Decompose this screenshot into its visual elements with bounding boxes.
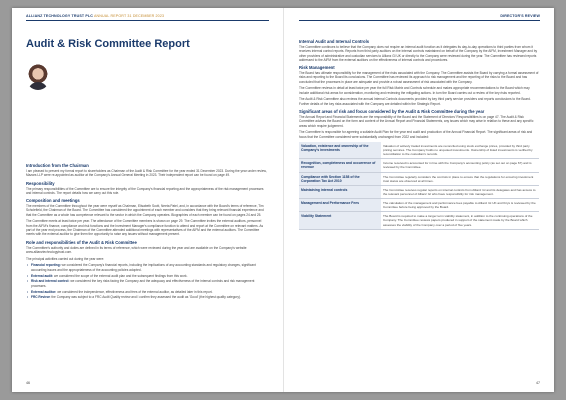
bullet-item: [29, 295, 268, 299]
internal-audit-heading: Internal Audit and Internal Controls: [299, 39, 370, 44]
bullet-label: Risk and internal control:: [31, 279, 70, 284]
bullet-item: [29, 290, 268, 294]
composition-text-2: The Committee meets at least twice per year. The attendance of the Committee members is shown on page 29. The Committee invites the external auditors, personnel from the AIFM's finance, compliance and risk functions and the Investment Manager's compliance function to attend and report at the Committee on relevant matters. As part of the year end process, the Chairman of the Committee attended additional meetings with representatives of the AIFM and the external auditors. The Committee meets with the external auditor to give them the opportunity to raise any issues without management present.: [26, 219, 264, 237]
table-key: Management and Performance Fees: [299, 199, 381, 212]
table-row: [299, 212, 539, 229]
table-key: Maintaining internal controls: [299, 186, 381, 199]
bullet-text: we considered the independence, effectiveness and fees of the external auditor, as detailed later in this report.: [57, 289, 213, 294]
table-key: Recognition, completeness and occurrence of revenue: [299, 159, 381, 172]
page-fold: [283, 8, 284, 392]
bullet-text: we considered the key risks facing the Company and the adequacy and effectiveness of the internal controls and risk management processes.: [31, 279, 255, 288]
table-key: Valuation, existence and ownership of the Company's investments: [299, 142, 381, 159]
risk-management-heading: Risk Management: [299, 65, 335, 71]
bullet-text: the Company was subject to a FRC Audit Quality review and I confirm they assessed the audit as 'Good' (the highest quality category).: [51, 295, 241, 300]
responsibility-text: The primary responsibilities of the Committee are to ensure the integrity of the Company's financial reporting and the appropriateness of the risk management processes and internal controls. The report details how we carry out this role.: [26, 186, 264, 195]
composition-text-1: The members of the Committee throughout the year were myself as Chairman, Elisabeth Scott, Neeta Patel, and, in accordance with the Board's terms of reference, Tim Scholefield, the Chairman of the Board. The Committee has considered the appointment of each member and considers that they bring relevant financial experience and that the Committee as a whole has competence relevant to the sector in which the Company operates. Biographies of each member can be found on pages 24 and 25.: [26, 204, 264, 217]
page-title: Audit & Risk Committee Report: [26, 38, 190, 50]
left-column: [26, 160, 268, 301]
bullet-item: [29, 263, 268, 272]
bullet-label: Financial reporting:: [31, 263, 61, 268]
bullet-text: we considered the Company's financial reports, including the implications of any accounting standards and regulatory changes, significant accounting issues and the appropriateness of the accounting policies adopted.: [31, 263, 256, 272]
right-column: [299, 36, 539, 230]
risk-management-text-2: The Committee reviews in detail at least twice per year the full Risk Matrix and Controls schedule and makes appropriate recommendations to the Board which may include additional risk areas for consideration, monitoring and reviewing the mitigating actions. In turn the Board carries out a review of the key risks reported.: [299, 86, 530, 95]
role-intro: The principal activities carried out during the year were:: [26, 256, 105, 261]
table-row: [299, 186, 539, 199]
responsibility-heading: Responsibility: [26, 180, 55, 186]
table-row: [299, 172, 539, 185]
composition-heading: Composition and meetings: [26, 198, 80, 204]
chairman-photo-shoulders: [28, 82, 48, 90]
significant-areas-text-2: The Committee is responsible for agreeing a suitable Audit Plan for the year end audit and production of the Annual Financial Report. The significant areas of risk and focus that the Committee considered were substantially unchanged from 2022 and included:: [299, 130, 533, 139]
role-heading: Role and responsibilities of the Audit & Risk Committee: [26, 239, 137, 245]
page-number-left: 46: [26, 381, 30, 385]
table-row: [299, 142, 539, 159]
header-subtitle: ANNUAL REPORT 31 DECEMBER 2023: [93, 14, 165, 18]
header-rule-left: [26, 20, 269, 21]
report-spread: [12, 8, 554, 392]
table-value: The Committee receives regular reports on internal controls from Allianz GI and its delegates and has access to the relevant personnel of Allianz GI who have responsibility for risk management.: [381, 186, 539, 199]
bullet-text: we considered the scope of the external audit plan and the subsequent findings from this work.: [54, 273, 188, 278]
bullet-label: External audit:: [31, 273, 54, 278]
table-value: Valuation of actively traded investments are reconciled using stock exchange prices, provided by third party pricing services. The Company holds no unquoted investments. Ownership of listed investments is verified by reconciliation to the custodian's records.: [381, 142, 539, 159]
header-section: DIRECTOR'S REVIEW: [500, 14, 540, 18]
significant-areas-text-1: The Annual Report and Financial Statements are the responsibility of the Board and the Statement of Directors' Responsibilities is on page 47. The Audit & Risk Committee advises the Board on the form and content of the Annual Report and Financial Statements, any issues which may arise in relation to these and any specific areas which require judgement.: [299, 115, 534, 128]
bullet-label: FRC Review:: [31, 295, 51, 300]
table-row: [299, 159, 539, 172]
table-value: The Committee regularly considers the controls in place to ensure that the regulations for ensuring investment trust status are observed at all times.: [381, 172, 539, 185]
role-text: The Committee's authority and duties are defined in its terms of reference, which were reviewed during the year and are available on the Company's website www.allianztechnologytrust.com.: [26, 245, 247, 254]
header-rule-right: [299, 20, 540, 21]
bullet-label: External auditor:: [31, 289, 57, 294]
risk-focus-table: [299, 142, 539, 230]
table-row: [299, 199, 539, 212]
intro-text: I am pleased to present my formal report to shareholders as Chairman of the Audit & Risk Committee for the year ended 31 December 2023. During the year under review, Mazars LLP were re-appointed as auditor at the Company's Annual General Meeting in 2023. Their independent report can be found on page 49.: [26, 169, 267, 178]
header-brand: ALLIANZ TECHNOLOGY TRUST PLC: [26, 14, 94, 18]
internal-audit-text: The Committee continues to believe that the Company does not require an internal audit function as it delegates its day-to-day operations to third parties from whom it receives internal control reports. Reports from third party auditors on the internal controls maintained on behalf of the Company by the AIFM, Investment Manager and by other providers of administrative and custodian services to Allianz GI UK or directly to the Company were reviewed during the year. The Committee has reviewed reports addressed to the AIFM from the external auditors on the effectiveness of internal controls and procedures.: [299, 45, 538, 62]
chairman-photo: [26, 64, 50, 90]
table-key: Compliance with Section 1158 of the Corporation Tax Act 2010: [299, 172, 381, 185]
risk-management-text-3: The Audit & Risk Committee also reviews the annual Internal Controls documents provided by key third party service providers and reports conclusions to the Board. Further details of the key risks associated with the Company are detailed within the Strategic Report.: [299, 97, 531, 106]
bullet-item: [29, 279, 268, 288]
table-value: The Board is required to make a longer term viability statement, in addition to the continuing operations of the Company. The Committee reviews papers produced in support of the statement made by the Board which assesses the viability of the Company over a period of five years.: [381, 212, 539, 229]
page-number-right: 47: [536, 381, 540, 385]
header-left: [26, 14, 164, 18]
risk-management-text-1: The Board has ultimate responsibility for the management of the risks associated with the Company. The Committee assists the Board by carrying a formal assessment of risks and reporting to the Board its conclusions. The Committee has reviewed its approach to risk management and the reporting of the risks to the Board and has concluded that the processes in place are adequate and provide a robust assessment of risk associated with the Company.: [299, 71, 539, 84]
table-value: Income received is accounted for in line with the Company's accounting policy (as set out on page 67) and is reviewed by the Committee.: [381, 159, 539, 172]
intro-heading: Introduction from the Chairman: [26, 163, 89, 168]
table-value: The calculation of the management and performance fees payable to Allianz GI UK and Ibrys is reviewed by the Committee before being approved by the Board.: [381, 199, 539, 212]
significant-areas-heading: Significant areas of risk and focus considered by the Audit & Risk Committee during the year: [299, 109, 485, 115]
table-key: Viability Statement: [299, 212, 381, 229]
bullet-item: [29, 274, 268, 278]
